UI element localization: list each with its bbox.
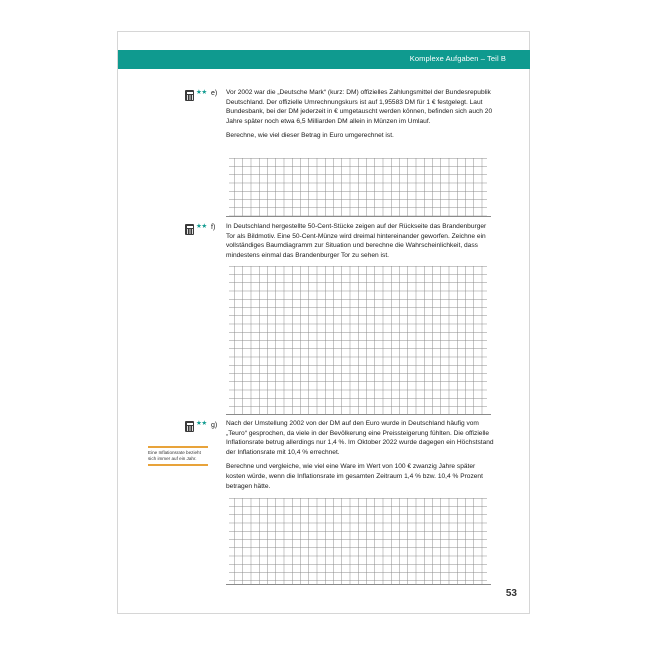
calculator-icon (185, 421, 194, 432)
calculator-icon (185, 224, 194, 235)
task-letter: e) (211, 90, 218, 97)
page-number: 53 (505, 588, 517, 599)
calculator-icon (185, 90, 194, 101)
section-title: Komplexe Aufgaben – Teil B (409, 54, 506, 63)
difficulty-stars: ★★ (196, 420, 207, 427)
task-paragraph: Vor 2002 war die „Deutsche Mark“ (kurz: DM) offizielles Zahlungsmittel der Bundesrepublik Deutschland. Der offizielle Umrechnungskurs ist auf 1,95583 DM für 1 € festgelegt. Laut Bundesbank, bei der DM jederzeit in € umgetauscht werden können, befinden sich auch 20 Jahre später noch etwa 6,5 Milliarden DM allein in Münzen im Umlauf. (226, 89, 493, 125)
answer-grid[interactable] (226, 498, 491, 585)
task-paragraph: In Deutschland hergestellte 50-Cent-Stücke zeigen auf der Rückseite das Brandenburger Tor als Bildmotiv. Eine 50-Cent-Münze wird dreimal hintereinander geworfen. Zeichne ein vollständiges Baumdiagramm zur Situation und berechne die Wahrscheinlichkeit, dass mindestens einmal das Brandenburger Tor zu sehen ist. (226, 223, 487, 259)
task-letter: f) (211, 224, 216, 231)
task-question: Berechne und vergleiche, wie viel eine Ware im Wert von 100 € zwanzig Jahre später kosten würde, wenn die Inflationsrate im gesamten Zeitraum 1,4 % bzw. 10,4 % Prozent betragen hätte. (226, 463, 483, 490)
section-header-bar (118, 50, 530, 69)
task-letter: g) (211, 422, 218, 429)
task-paragraph: Nach der Umstellung 2002 von der DM auf den Euro wurde in Deutschland häufig vom „Teuro“ gesprochen, da viele in der Bevölkerung eine Preissteigerung fühlten. Die offizielle Inflationsrate betrug allerdings nur 1,4 %. Im Oktober 2022 wurde dagegen ein Höchststand der Inflationsrate mit 10,4 % errechnet. (226, 420, 494, 456)
task-text (226, 419, 494, 496)
difficulty-stars: ★★ (196, 89, 207, 96)
task-question: Berechne, wie viel dieser Betrag in Euro umgerechnet ist. (226, 132, 394, 140)
difficulty-stars: ★★ (196, 223, 207, 230)
task-text (226, 222, 494, 265)
answer-grid[interactable] (226, 266, 491, 415)
workbook-page (117, 31, 530, 614)
hint-text: Eine Inflationsrate bezieht sich immer auf ein Jahr. (148, 450, 201, 461)
task-text (226, 88, 494, 146)
hint-box (148, 446, 208, 466)
answer-grid[interactable] (226, 158, 491, 217)
